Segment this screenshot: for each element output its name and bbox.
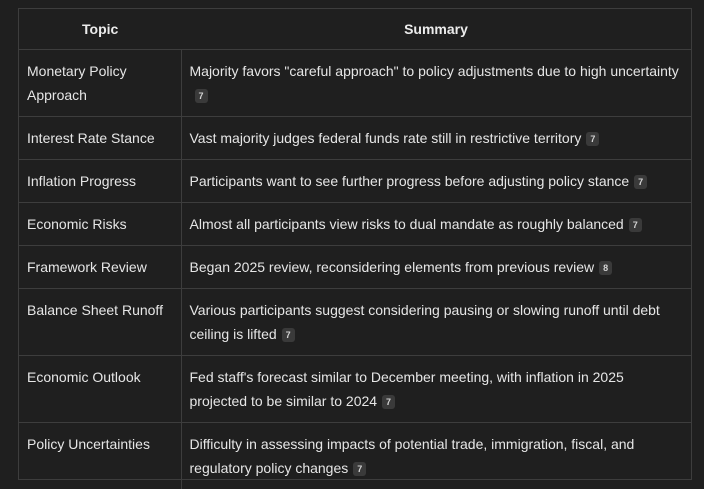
topic-cell: Economic Outlook <box>19 356 181 423</box>
summary-table-container <box>18 8 692 480</box>
table-row <box>19 246 691 289</box>
citation-badge[interactable]: 7 <box>282 328 295 342</box>
summary-cell <box>181 289 691 356</box>
summary-text: Majority favors "careful approach" to policy adjustments due to high uncertainty <box>190 63 679 79</box>
table-row <box>19 289 691 356</box>
summary-cell <box>181 203 691 246</box>
topic-cell: Inflation Progress <box>19 160 181 203</box>
summary-cell <box>181 246 691 289</box>
topic-cell: Balance Sheet Runoff <box>19 289 181 356</box>
table-row <box>19 160 691 203</box>
topic-cell: Framework Review <box>19 246 181 289</box>
summary-cell <box>181 356 691 423</box>
summary-text: Participants want to see further progress before adjusting policy stance <box>190 173 630 189</box>
table-row <box>19 356 691 423</box>
citation-badge[interactable]: 7 <box>629 218 642 232</box>
summary-cell <box>181 423 691 489</box>
citation-badge[interactable]: 8 <box>599 261 612 275</box>
summary-table <box>19 9 691 489</box>
topic-cell: Interest Rate Stance <box>19 117 181 160</box>
topic-cell: Policy Uncertainties <box>19 423 181 489</box>
table-row <box>19 117 691 160</box>
summary-cell <box>181 117 691 160</box>
summary-text: Fed staff's forecast similar to December meeting, with inflation in 2025 projected to be similar to 2024 <box>190 369 624 409</box>
column-header-summary: Summary <box>181 9 691 50</box>
topic-cell: Economic Risks <box>19 203 181 246</box>
summary-text: Various participants suggest considering pausing or slowing runoff until debt ceiling is lifted <box>190 302 660 342</box>
column-header-topic: Topic <box>19 9 181 50</box>
summary-text: Vast majority judges federal funds rate still in restrictive territory <box>190 130 582 146</box>
summary-cell <box>181 160 691 203</box>
citation-badge[interactable]: 7 <box>195 89 208 103</box>
summary-cell <box>181 50 691 117</box>
summary-text: Difficulty in assessing impacts of potential trade, immigration, fiscal, and regulatory policy changes <box>190 436 635 476</box>
citation-badge[interactable]: 7 <box>353 462 366 476</box>
table-header-row <box>19 9 691 50</box>
table-row <box>19 50 691 117</box>
citation-badge[interactable]: 7 <box>634 175 647 189</box>
table-row <box>19 423 691 489</box>
citation-badge[interactable]: 7 <box>586 132 599 146</box>
topic-cell: Monetary Policy Approach <box>19 50 181 117</box>
summary-text: Almost all participants view risks to dual mandate as roughly balanced <box>190 216 624 232</box>
table-row <box>19 203 691 246</box>
citation-badge[interactable]: 7 <box>382 395 395 409</box>
summary-text: Began 2025 review, reconsidering elements from previous review <box>190 259 595 275</box>
